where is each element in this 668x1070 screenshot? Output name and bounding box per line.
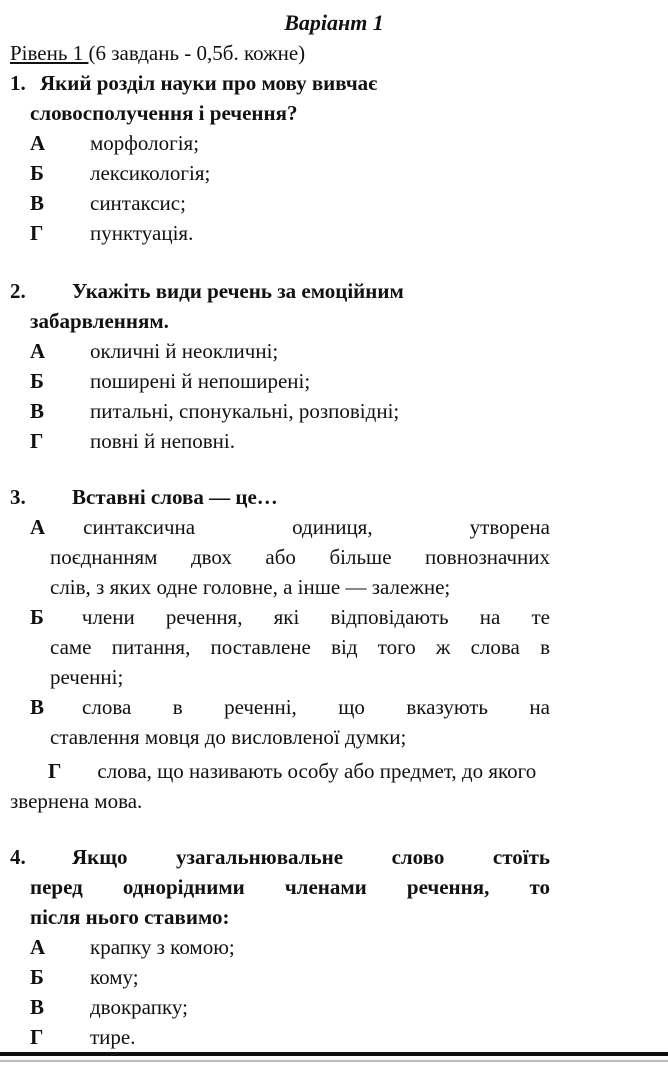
- question-2: [10, 276, 550, 336]
- option-a: А морфологія;: [30, 131, 200, 155]
- option-v: В слова в реченні, що вказують на: [30, 695, 550, 719]
- question-number: 2.: [10, 279, 26, 303]
- level-line: [10, 38, 305, 68]
- question-number: 4.: [10, 845, 26, 869]
- question-1-options: [30, 128, 550, 248]
- option-v: В синтаксис;: [30, 191, 186, 215]
- question-text-cont: після нього ставимо:: [30, 905, 230, 929]
- question-text: Вставні слова — це…: [72, 485, 278, 509]
- option-v: В питальні, спонукальні, розповідні;: [30, 399, 400, 423]
- question-4: [10, 842, 550, 932]
- question-3-options: [10, 512, 550, 752]
- question-2-options: [30, 336, 550, 456]
- option-b-cont: саме питання, поставлене від того ж слова в: [50, 635, 550, 659]
- option-b: Б кому;: [30, 965, 139, 989]
- option-g: Г тире.: [30, 1025, 136, 1049]
- question-text-cont: забарвленням.: [30, 309, 169, 333]
- option-g: Г слова, що називають особу або предмет, до якого звернена мова.: [10, 756, 665, 816]
- level-description: (6 завдань - 0,5б. кожне): [88, 41, 306, 65]
- option-b: Б поширені й непоширені;: [30, 369, 311, 393]
- option-g: Г повні й неповні.: [30, 429, 236, 453]
- option-v: В двокрапку;: [30, 995, 188, 1019]
- question-3: [10, 482, 550, 512]
- question-text: Якщо узагальнювальне слово стоїть: [72, 845, 550, 869]
- question-1: [10, 68, 550, 128]
- option-a-cont: слів, з яких одне головне, а інше — залежне;: [50, 575, 451, 599]
- level-label: Рівень 1: [10, 41, 89, 65]
- page-bottom-border: [0, 1052, 668, 1070]
- option-b-cont: реченні;: [50, 665, 124, 689]
- option-b: Б лексикологія;: [30, 161, 211, 185]
- option-g: Г пунктуація.: [30, 221, 194, 245]
- variant-title: Варіант 1: [284, 10, 384, 35]
- question-text-cont: словосполучення і речення?: [30, 101, 298, 125]
- option-g-cont: звернена мова.: [10, 789, 143, 813]
- question-text-cont: перед однорідними членами речення, то: [30, 875, 550, 899]
- question-4-options: [30, 932, 550, 1052]
- option-a: А синтаксична одиниця, утворена: [30, 515, 550, 539]
- option-a-cont: поєднанням двох або більше повнозначних: [50, 545, 550, 569]
- option-v-cont: ставлення мовця до висловленої думки;: [50, 725, 407, 749]
- option-b: Б члени речення, які відповідають на те: [30, 605, 550, 629]
- option-a: А крапку з комою;: [30, 935, 235, 959]
- question-text: Який розділ науки про мову вивчає: [40, 71, 378, 95]
- question-number: 3.: [10, 485, 26, 509]
- option-a: А окличні й неокличні;: [30, 339, 279, 363]
- question-text: Укажіть види речень за емоційним: [72, 279, 404, 303]
- question-number: 1.: [10, 71, 26, 95]
